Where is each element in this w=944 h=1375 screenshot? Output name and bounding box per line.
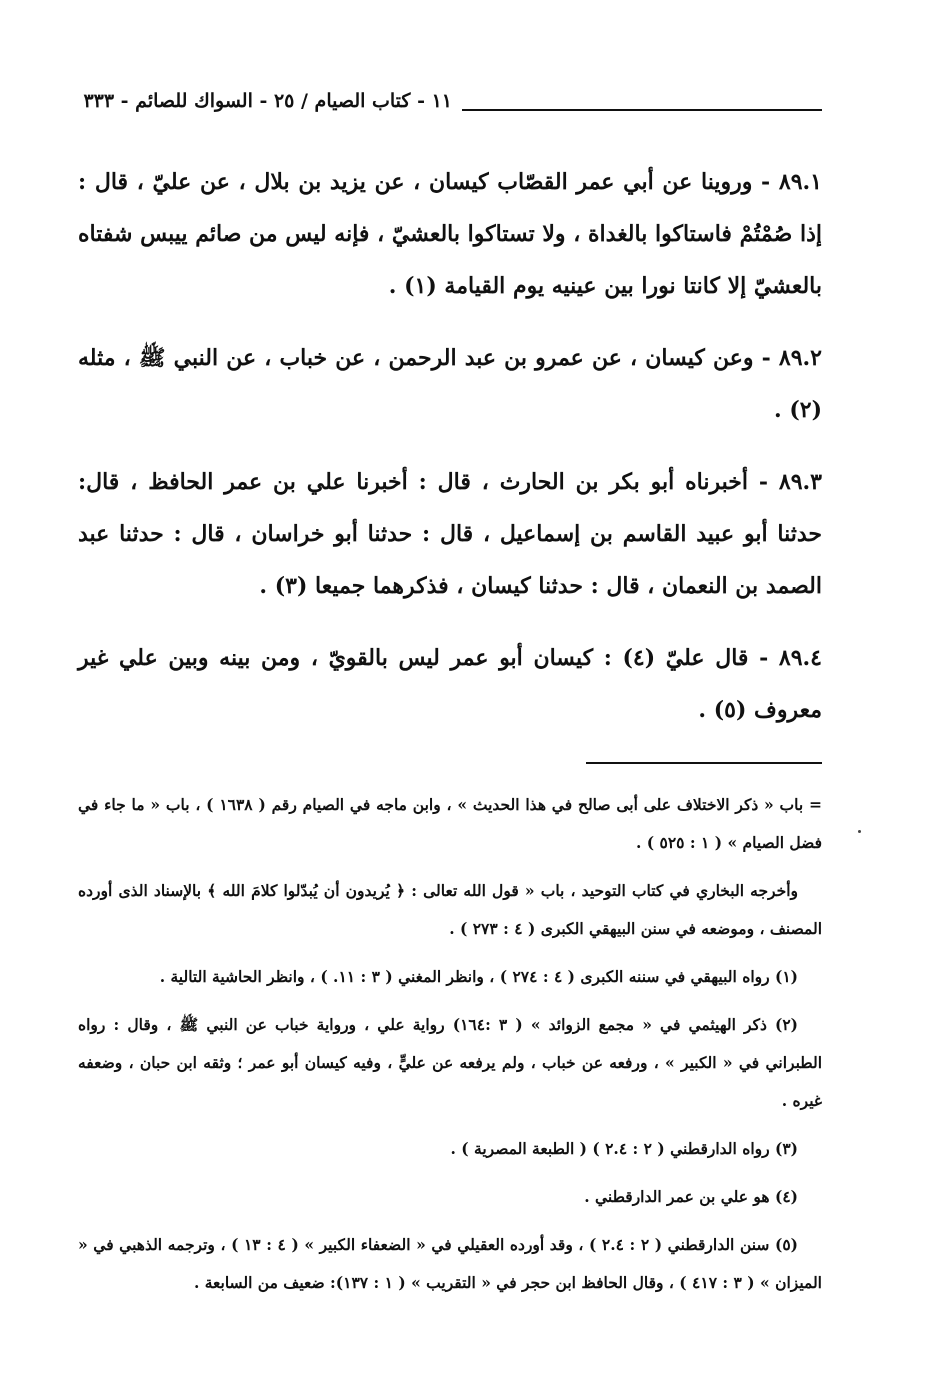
footnote-separator: [586, 762, 822, 764]
footnote-3: (٣) رواه الدارقطني ( ٢ : ٢.٤ ) ( الطبعة المصرية ) .: [450, 1139, 798, 1158]
footnotes: [78, 786, 822, 1302]
footnote-5: (٥) سنن الدارقطني ( ٢ : ٢.٤ ) ، وقد أورده العقيلي في « الضعفاء الكبير » ( ٤ : ١٣ ) ، وترجمه الذهبي في « الميزان » ( ٣ : ٤١٧ ) ، وقال الحافظ ابن حجر في « التقريب » ( ١ : ١٣٧): ضعيف من السابعة .: [78, 1235, 822, 1292]
footnote-1: (١) رواه البيهقي في سننه الكبرى ( ٤ : ٢٧٤ ) ، وانظر المغني ( ٣ : ١١. ) ، وانظر الحاشية التالية .: [159, 967, 798, 986]
footnote-2: (٢) ذكر الهيثمي في « مجمع الزوائد » ( ٣ :١٦٤) رواية علي ، ورواية خباب عن النبي ﷺ ، وقال : رواه الطبراني في « الكبير » ، ورفعه عن خباب ، ولم يرفعه عن عليٍّ ، وفيه كيسان أبو عمر ؛ وثقه ابن حبان ، وضعفه غيره .: [78, 1015, 822, 1110]
footnote-continuation-2: وأخرجه البخاري في كتاب التوحيد ، باب « قول الله تعالى : ﴿ يُريدون أن يُبدّلوا كلامَ الله ﴾ بالإسناد الذى أورده المصنف ، وموضعه في سنن البيهقي الكبرى ( ٤ : ٢٧٣ ) .: [78, 881, 822, 938]
running-header-title: ١١ - كتاب الصيام / ٢٥ - السواك للصائم - ٣٣٣: [83, 90, 452, 112]
paragraph-89-1: ٨٩.١ - وروينا عن أبي عمر القصّاب كيسان ، عن يزيد بن بلال ، عن عليّ ، قال : إذا صُمْتُمْ فاستاكوا بالغداة ، ولا تستاكوا بالعشيّ ، فإنه ليس من صائم ييبس شفتاه بالعشيّ إلا كانتا نورا بين عينيه يوم القيامة (١) .: [78, 169, 822, 299]
paragraph-89-3: ٨٩.٣ - أخبرناه أبو بكر بن الحارث ، قال : أخبرنا علي بن عمر الحافظ ، قال: حدثنا أبو عبيد القاسم بن إسماعيل ، قال : حدثنا أبو خراسان ، قال : حدثنا عبد الصمد بن النعمان ، قال : حدثنا كيسان ، فذكرهما جميعا (٣) .: [78, 469, 822, 599]
book-page: [78, 80, 822, 1330]
header-rule: [462, 109, 822, 111]
main-text: [78, 156, 822, 736]
paragraph-89-4: ٨٩.٤ - قال عليّ (٤) : كيسان أبو عمر ليس بالقويّ ، ومن بينه وبين علي غير معروف (٥) .: [78, 645, 822, 723]
footnote-continuation: = باب « ذكر الاختلاف على أبى صالح في هذا الحديث » ، وابن ماجه في الصيام رقم ( ١٦٣٨ ) ، باب « ما جاء في فضل الصيام » ( ١ : ٥٢٥ ) .: [78, 795, 822, 852]
footnote-4: (٤) هو علي بن عمر الدارقطني .: [584, 1187, 798, 1206]
paragraph-89-2: ٨٩.٢ - وعن كيسان ، عن عمرو بن عبد الرحمن ، عن خباب ، عن النبي ﷺ ، مثله (٢) .: [78, 345, 822, 423]
scan-speck: [858, 830, 861, 833]
running-header: [78, 80, 822, 120]
